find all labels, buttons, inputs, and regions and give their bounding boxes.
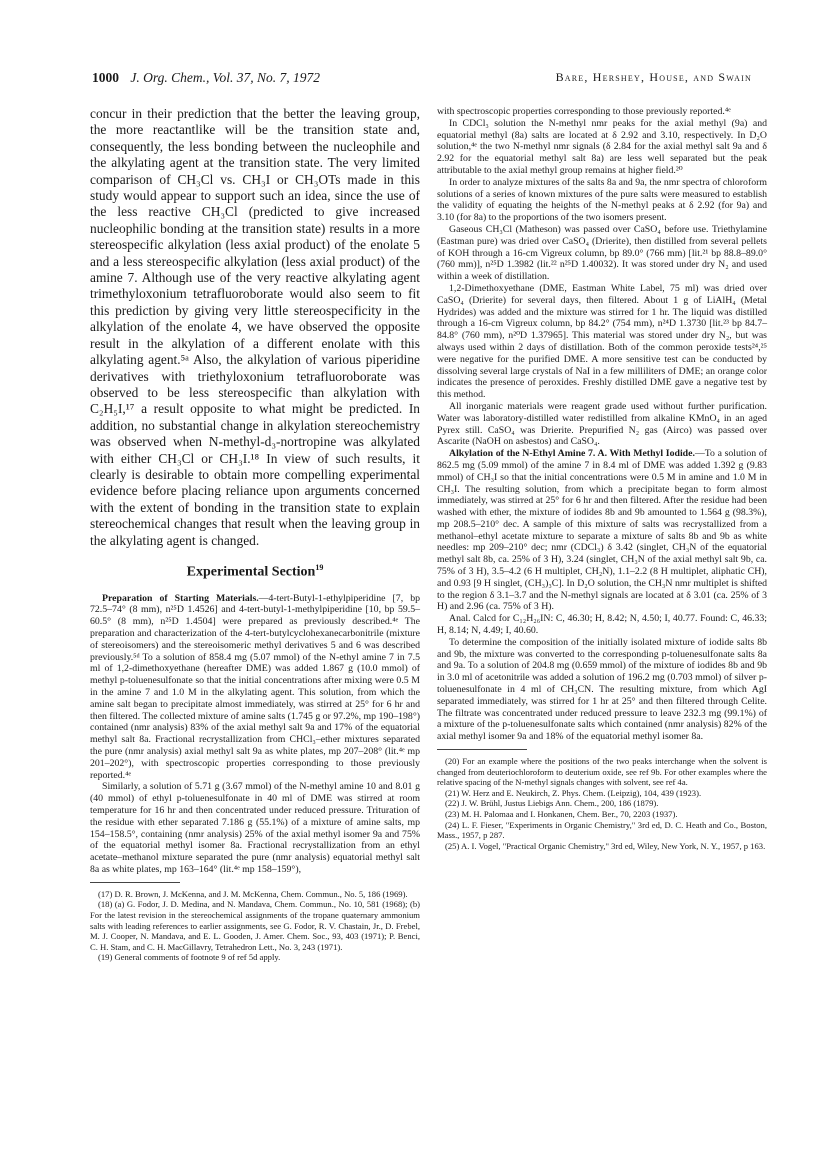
- footnote-rule: [437, 749, 527, 750]
- footnote-19: (19) General comments of footnote 9 of ref 5d apply.: [98, 952, 281, 963]
- dme-paragraph: 1,2-Dimethoxyethane (DME, Eastman White Label, 75 ml) was dried over CaSO₄ (Drierite) for several days, then filtered. About 1 g of LiAlH₄ (Metal Hydrides) was added and the mixture was stirred for 1 hr. The liquid was distilled through a 16-cm Vigreux column, bp 84.2° (754 mm), n²⁴D 1.3730 [lit.²³ bp 84.7–84.8° (760 mm), n²⁰D 1.37965]. This material was stored under dry N₂, but was always used within 2 days of distillation. Both of the common peroxide tests²⁴,²⁵ were negative for the purified DME. A more sensitive test can be conducted by dissolving several large crystals of NaI in a few milliliters of DME; an orange color indicates the presence of peroxides. Freshly distilled DME gave a negative test by this method.: [437, 282, 767, 401]
- nmr-paragraph: In CDCl₃ solution the N-methyl nmr peaks for the axial methyl (9a) and equatorial methyl (8a) salts are located at δ 2.92 and 3.10, respectively. In D₂O solution,⁴ᵉ the two N-methyl nmr signals (δ 2.84 for the axial methyl salt 9a and δ 2.92 for the equatorial methyl salt 8a) are less well separated but the peak attributable to the axial methyl group remains at higher field.²⁰: [437, 117, 767, 176]
- running-header: [92, 70, 752, 90]
- section-heading: [90, 563, 420, 581]
- footnote-20: (20) For an example where the positions of the two peaks interchange when the solvent is changed from deuteriochloroform to deuterium oxide, see ref 9b. For other examples where the relative spacing of the N-methyl signals changes with solvent, see ref 4a.: [437, 756, 767, 788]
- footnote-25: (25) A. I. Vogel, "Practical Organic Chemistry," 3rd ed, Wiley, New York, N. Y., 1957, p 163.: [445, 840, 766, 851]
- alkylation-body: —To a solution of 862.5 mg (5.09 mmol) of the amine 7 in 8.4 ml of DME was added 1.392 g (9.83 mmol) of CH₃I so that the initial concentrations were 0.5 M in amine and 1.0 M in CH₃I. The resulting solution, from which a precipitate began to form almost immediately, was stirred at 25° for 6 hr and then filtered. After the residue had been washed with ether, the mixture of iodides 8b and 9b amounted to 1.564 g (98.3%), mp 208.5–210° dec. A sample of this mixture of salts was recrystallized from a methanol–ethyl acetate mixture to separate a mixture of salts 8b and 9b as white needles: mp 209–210° dec; nmr (CDCl₃) δ 3.42 (singlet, CH₃N of the equatorial methyl salt 8b, ca. 25% of 3 H), 3.24 (singlet, CH₃N of the axial methyl salt 9b, ca. 75% of 3 H), 3.5–4.2 (6 H multiplet, CH₂N), 1.1–2.2 (8 H multiplet, aliphatic CH), and 0.93 [9 H singlet, (CH₃)₃C]. In D₂O solution, the CH₃N nmr multiplet is shifted to the region δ 3.1–3.7 and the N-methyl signals are located at δ 3.01 (ca. 25% of 3 H) and 2.96 (ca. 75% of 3 H).: [437, 448, 767, 613]
- footnote-rule: [90, 882, 180, 883]
- reagents-paragraph: Gaseous CH₃Cl (Matheson) was passed over CaSO₄ before use. Triethylamine (Eastman pure) was dried over CaSO₄ (Drierite), then distilled from several pellets of KOH through a 16-cm Vigreux column, bp 89.0° (766 mm) [lit.²¹ bp 88.8–89.0° (760 mm)], n²⁵D 1.3982 (lit.²² n²⁵D 1.40032). It was stored under dry N₂ and used within a week of distillation.: [437, 223, 767, 283]
- prep-paragraph: [90, 593, 420, 782]
- inorganic-paragraph: All inorganic materials were reagent grade used without further purification. Water was laboratory-distilled water redistilled from alkaline KMnO₄ in an aged Pyrex still. CaSO₄ was Drierite. Prepurified N₂ gas (Airco) was passed over Ascarite (NaOH on asbestos) and CaSO₄.: [437, 400, 767, 448]
- analysis-paragraph: In order to analyze mixtures of the salts 8a and 9a, the nmr spectra of chloroform solutions of a series of known mixtures of the pure salts were measured to establish the validity of equating the heights of the N-methyl peaks at δ 2.92 (for 9a) and 3.10 (for 8a) to the proportions of the two isomers present.: [437, 176, 767, 224]
- footnote-18: (18) (a) G. Fodor, J. D. Medina, and N. Mandava, Chem. Commun., No. 10, 581 (1968); (b) For the latest revision in the stereochemical assignments of the tropane quaternary ammonium salts with leading references to earlier assignments, see G. Fodor, R. V. Chastain, Jr., D. Frebel, M. J. Cooper, N. Mandava, and E. L. Gooden, J. Amer. Chem. Soc., 93, 403 (1971); P. Benci, C. H. Stam, and C. H. MacGillavry, Tetrahedron Lett., No. 3, 243 (1971).: [90, 899, 420, 952]
- section-title: Experimental Section: [186, 564, 316, 580]
- footnote-17: (17) D. R. Brown, J. McKenna, and J. M. McKenna, Chem. Commun., No. 5, 186 (1969).: [98, 888, 408, 899]
- footnote-21: (21) W. Herz and E. Neukirch, Z. Phys. Chem. (Leipzig), 104, 439 (1923).: [445, 787, 702, 798]
- right-column: [437, 106, 767, 851]
- continued-paragraph: with spectroscopic properties corresponding to those previously reported.⁴ᵉ: [437, 106, 731, 117]
- journal-citation: J. Org. Chem., Vol. 37, No. 7, 1972: [130, 70, 320, 85]
- header-left: [92, 70, 320, 86]
- analysis-result: Anal. Calcd for C₁₂H₂₆IN: C, 46.30; H, 8.42; N, 4.50; I, 40.77. Found: C, 46.33; H, 8.14; N, 4.49; I, 40.60.: [437, 613, 767, 637]
- section-title-ref: 19: [315, 562, 324, 572]
- similarly-paragraph: Similarly, a solution of 5.71 g (3.67 mmol) of the N-methyl amine 10 and 8.01 g (40 mmol) of ethyl p-toluenesulfonate in 40 ml of DME was stirred at room temperature for 16 hr and then concentrated under reduced pressure. Trituration of the residue with ether separated 7.186 g (55.1%) of a mixture of amine salts, mp 154–158.5°, containing (nmr analysis) 25% of the axial methyl isomer 9a and 75% of the equatorial methyl isomer 8a. Fractional recrystallization from an ethyl acetate–methanol mixture separated the pure (nmr analysis) equatorial methyl salt 8a as white plates, mp 163–164° (lit.⁴ᵉ mp 158–159°),: [90, 781, 420, 875]
- left-column: [90, 106, 420, 963]
- page-number: 1000: [92, 70, 119, 85]
- footnote-22: (22) J. W. Brühl, Justus Liebigs Ann. Chem., 200, 186 (1879).: [445, 798, 659, 809]
- prep-body: —4-tert-Butyl-1-ethylpiperidine [7, bp 72.5–74° (8 mm), n²⁵D 1.4526] and 4-tert-butyl-1-methylpiperidine [10, bp 59.5–60.5° (8 mm), n²⁵D 1.4504] were prepared as previously described.⁴ᵉ The preparation and characterization of the 4-tert-butylcyclohexanecarbonitrile (mixture of stereoisomers) and the stereoisomeric methyl derivatives 5 and 6 was described previously.⁵ᵈ To a solution of 858.4 mg (5.07 mmol) of the N-ethyl amine 7 in 7.5 ml of 1,2-dimethoxyethane (hereafter DME) was added 1.867 g (10.0 mmol) of methyl p-toluenesulfonate so that the initial concentrations after mixing were 0.5 M in the amine 7 and 1.0 M in the alkylating agent. This solution, from which the amine salt began to precipitate almost immediately, was stirred at 25° for 6 hr and then filtered. The collected mixture of amine salts (1.745 g or 97.2%, mp 190–198°) contained (nmr analysis) 83% of the axial methyl salt 9a and 17% of the equatorial methyl salt 8a. Fractional recrystallization from CHCl₃–ether mixtures separated the pure (nmr analysis) axial methyl salt 9a as white plates, mp 207–208° (lit.⁴ᵉ mp 201–202°), with spectroscopic properties corresponding to those previously reported.⁴ᵉ: [90, 592, 420, 781]
- footnote-23: (23) M. H. Palomaa and I. Honkanen, Chem. Ber., 70, 2203 (1937).: [445, 809, 678, 819]
- header-authors: Bare, Hershey, House, and Swain: [555, 70, 752, 84]
- intro-paragraph: concur in their prediction that the better the leaving group, the more reactantlike will be the transition state and, consequently, the less bonding between the nucleophile and the alkylating agent at the transition state. The very limited comparison of CH₃Cl vs. CH₃I or CH₃OTs made in this study would appear to support such an idea, since the use of the less reactive CH₃Cl (predicted to give increased nucleophilic bonding at the transition state) results in a more stereospecific alkylation (less axial product) of the enolate 5 and a less stereospecific alkylation (less axial product) of the amine 7. Although use of the very reactive alkylating agent trimethyloxonium tetrafluoroborate would also seem to fit this prediction by giving very little stereospecificity in the alkylation of the enolate 4, we have observed the opposite result in the alkylation of a different enolate with this alkylating agent.⁵ᵃ Also, the alkylation of various piperidine derivatives with triethyloxonium tetrafluoroborate was observed to be less stereospecific than alkylation with C₂H₅I,¹⁷ a result opposite to what might be predicted. In addition, no substantial change in alkylation stereochemistry was observed when N-methyl-d₃-nortropine was alkylated with either CH₃Cl or CH₃I.¹⁸ In view of such results, it clearly is desirable to obtain more compelling experimental evidence before placing reliance upon arguments concerned with the extent of bonding in the transition state to explain stereochemical changes that result when the leaving group in the alkylating agent is changed.: [90, 106, 420, 548]
- prep-run-head: Preparation of Starting Materials.: [102, 592, 259, 604]
- composition-paragraph: To determine the composition of the initially isolated mixture of iodide salts 8b and 9b, the mixture was converted to the corresponding p-toluenesulfonate salts 8a and 9a. To a solution of 204.8 mg (0.659 mmol) of the mixture of iodides 8b and 9b in 3.0 ml of acetonitrile was added a solution of 196.2 mg (0.703 mmol) of silver p-toluenesulfonate in 4 ml of CH₃CN. The resulting mixture, from which AgI separated immediately, was stirred for 1 hr at 25° and then filtered through Celite. The filtrate was concentrated under reduced pressure to leave 232.3 mg (99.1%) of a mixture of the p-toluenesulfonate salts which contained (nmr analysis) 82% of the axial methyl isomer 9a and 18% of the equatorial methyl isomer 8a.: [437, 636, 767, 743]
- alkylation-paragraph: [437, 448, 767, 613]
- footnote-24: (24) L. F. Fieser, "Experiments in Organic Chemistry," 3rd ed, D. C. Heath and Co., Boston, Mass., 1957, p 287.: [437, 819, 767, 841]
- alkylation-run-head: Alkylation of the N-Ethyl Amine 7. A. With Methyl Iodide.: [449, 448, 695, 460]
